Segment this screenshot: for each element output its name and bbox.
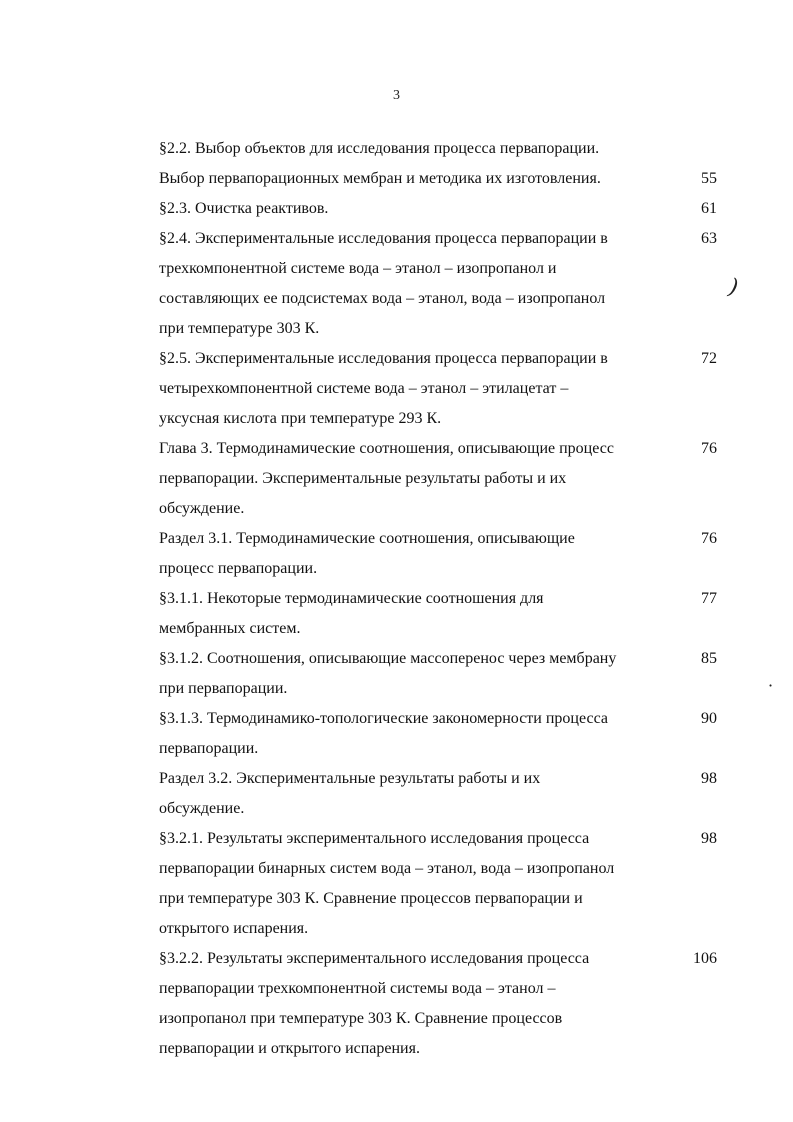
- toc-entry-text-line: Раздел 3.1. Термодинамические соотношения, описывающие: [159, 530, 575, 547]
- toc-entry-text-line: Выбор первапорационных мембран и методика их изготовления.: [159, 170, 601, 187]
- toc-entry-text-line: Глава 3. Термодинамические соотношения, описывающие процесс: [159, 440, 614, 457]
- toc-entry-page-number: 106: [693, 950, 717, 967]
- toc-entry-text-line: составляющих ее подсистемах вода – этанол, вода – изопропанол: [159, 290, 606, 307]
- table-of-contents: [159, 134, 719, 1064]
- toc-entry-text-line: четырехкомпонентной системе вода – этанол – этилацетат –: [159, 380, 569, 397]
- toc-entry: [159, 764, 719, 824]
- toc-entry: [159, 944, 719, 1064]
- page-number: 3: [393, 88, 400, 103]
- toc-entry: [159, 224, 719, 344]
- toc-entry-page-number: 76: [701, 440, 717, 457]
- toc-entry-text-line: §3.1.3. Термодинамико-топологические закономерности процесса: [159, 710, 608, 727]
- toc-entry-text-line: §2.4. Экспериментальные исследования процесса первапорации в: [159, 230, 608, 247]
- toc-entry-page-number: 63: [701, 230, 717, 247]
- toc-entry-text-line: §2.5. Экспериментальные исследования процесса первапорации в: [159, 350, 608, 367]
- toc-entry-text-line: первапорации бинарных систем вода – этанол, вода – изопропанол: [159, 860, 615, 877]
- toc-entry-page-number: 98: [701, 830, 717, 847]
- toc-entry-text-line: Раздел 3.2. Экспериментальные результаты работы и их: [159, 770, 541, 787]
- toc-entry-text-line: процесс первапорации.: [159, 560, 318, 577]
- toc-entry-text-line: мембранных систем.: [159, 620, 301, 637]
- toc-entry-text-line: §3.1.1. Некоторые термодинамические соотношения для: [159, 590, 544, 607]
- toc-entry-page-number: 90: [701, 710, 717, 727]
- toc-entry: [159, 194, 719, 224]
- toc-entry-text-line: при температуре 303 К. Сравнение процессов первапорации и: [159, 890, 583, 907]
- toc-entry-text-line: открытого испарения.: [159, 920, 309, 937]
- toc-entry-text-line: при температуре 303 К.: [159, 320, 320, 337]
- toc-entry-page-number: 98: [701, 770, 717, 787]
- toc-entry-text-line: уксусная кислота при температуре 293 К.: [159, 410, 442, 427]
- toc-entry-text-line: первапорации. Экспериментальные результаты работы и их: [159, 470, 567, 487]
- toc-entry: [159, 434, 719, 524]
- toc-entry-page-number: 72: [701, 350, 717, 367]
- toc-entry: [159, 344, 719, 434]
- toc-entry-text-line: §2.2. Выбор объектов для исследования процесса первапорации.: [159, 140, 600, 157]
- toc-entry-text-line: §3.1.2. Соотношения, описывающие массоперенос через мембрану: [159, 650, 617, 667]
- toc-entry-text-line: первапорации и открытого испарения.: [159, 1040, 420, 1057]
- toc-entry-text-line: при первапорации.: [159, 680, 288, 697]
- toc-entry-text-line: первапорации трехкомпонентной системы вода – этанол –: [159, 980, 556, 997]
- toc-entry: [159, 524, 719, 584]
- toc-entry: [159, 134, 719, 194]
- toc-entry-text-line: обсуждение.: [159, 500, 245, 517]
- toc-entry: [159, 824, 719, 944]
- toc-entry: [159, 704, 719, 764]
- toc-entry-text-line: трехкомпонентной системе вода – этанол – изопропанол и: [159, 260, 557, 277]
- toc-entry-text-line: изопропанол при температуре 303 К. Сравнение процессов: [159, 1010, 563, 1027]
- toc-entry-text-line: §2.3. Очистка реактивов.: [159, 200, 329, 217]
- toc-entry-page-number: 55: [701, 170, 717, 187]
- toc-entry-page-number: 76: [701, 530, 717, 547]
- toc-entry: [159, 644, 719, 704]
- toc-entry: [159, 584, 719, 644]
- toc-entry-page-number: 61: [701, 200, 717, 217]
- toc-entry-page-number: 85: [701, 650, 717, 667]
- margin-pen-mark: ): [726, 274, 741, 301]
- toc-entry-text-line: первапорации.: [159, 740, 259, 757]
- toc-entry-text-line: обсуждение.: [159, 800, 245, 817]
- margin-dot-mark: ·: [768, 676, 774, 695]
- toc-entry-text-line: §3.2.1. Результаты экспериментального исследования процесса: [159, 830, 590, 847]
- toc-entry-text-line: §3.2.2. Результаты экспериментального исследования процесса: [159, 950, 590, 967]
- toc-entry-page-number: 77: [701, 590, 717, 607]
